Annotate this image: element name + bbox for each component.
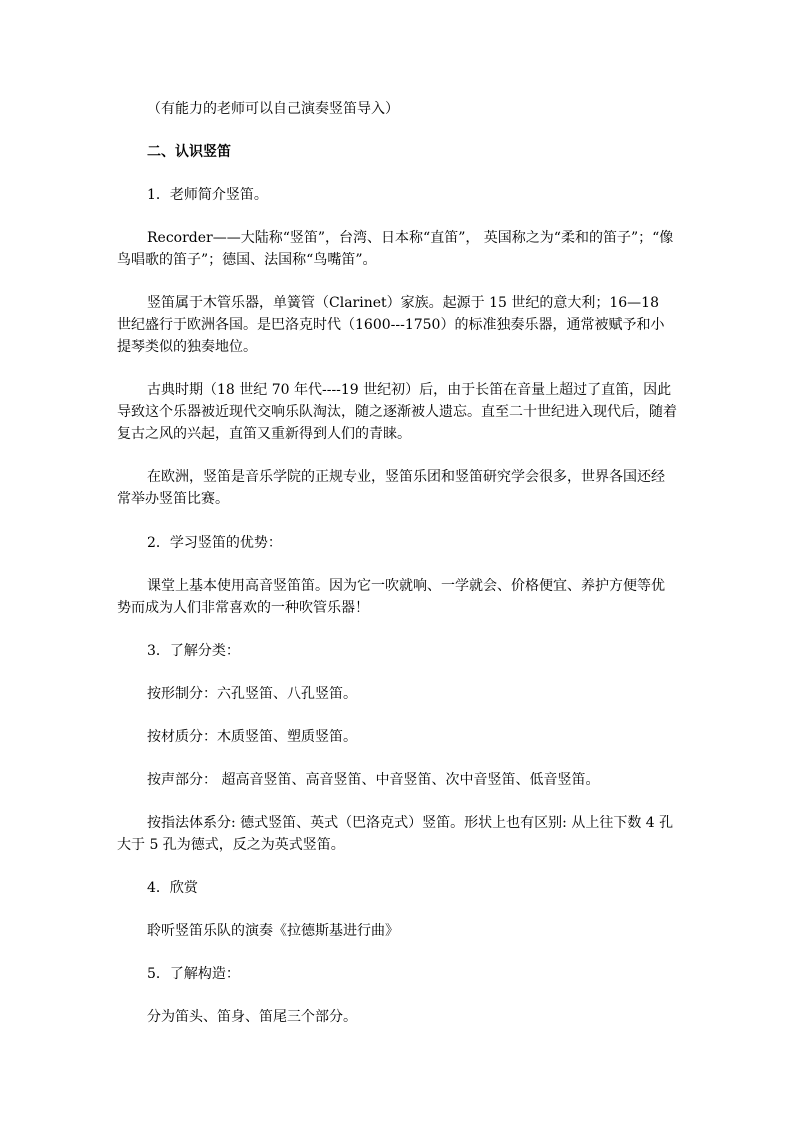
class-by-voice: 按声部分： 超高音竖笛、高音竖笛、中音竖笛、次中音竖笛、低音竖笛。 [147, 772, 600, 788]
paragraph-recorder-names [117, 227, 677, 271]
intro-note: （有能力的老师可以自己演奏竖笛导入） [147, 101, 399, 117]
paragraph-woodwind-family-text: 竖笛属于木管乐器，单簧管（Clarinet）家族。起源于 15 世纪的意大利；16—18 世纪盛行于欧洲各国。是巴洛克时代（1600---1750）的标准独奏乐器，通常被赋予和小提琴类似的独奏地位。 [117, 295, 665, 355]
paragraph-recorder-names-text: Recorder——大陆称“竖笛”，台湾、日本称“直笛”， 英国称之为“柔和的笛子”；“像鸟唱歌的笛子”；德国、法国称“鸟嘴笛”。 [117, 230, 674, 268]
paragraph-classical-period [117, 379, 677, 445]
class-by-fingering [117, 812, 677, 856]
item-3-title: 3．了解分类： [147, 643, 240, 659]
item-4-title: 4．欣赏 [147, 880, 198, 896]
class-by-material: 按材质分：木质竖笛、塑质竖笛。 [147, 729, 357, 745]
paragraph-europe [117, 466, 677, 510]
item-2-title: 2．学习竖笛的优势： [147, 535, 282, 551]
class-by-shape: 按形制分：六孔竖笛、八孔竖笛。 [147, 686, 357, 702]
item-5-title: 5．了解构造： [147, 966, 240, 982]
listening-piece: 聆听竖笛乐队的演奏《拉德斯基进行曲》 [147, 923, 399, 939]
structure-description: 分为笛头、笛身、笛尾三个部分。 [147, 1009, 357, 1025]
paragraph-advantages [117, 575, 677, 619]
item-1-title: 1．老师简介竖笛。 [147, 187, 268, 203]
paragraph-advantages-text: 课堂上基本使用高音竖笛笛。因为它一吹就响、一学就会、价格便宜、养护方便等优势而成为人们非常喜欢的一种吹管乐器！ [117, 578, 665, 616]
class-by-fingering-text: 按指法体系分: 德式竖笛、英式（巴洛克式）竖笛。形状上也有区别: 从上往下数 4 孔大于 5 孔为德式，反之为英式竖笛。 [117, 815, 674, 853]
paragraph-europe-text: 在欧洲，竖笛是音乐学院的正规专业，竖笛乐团和竖笛研究学会很多，世界各国还经常举办竖笛比赛。 [117, 469, 665, 507]
section-heading: 二、认识竖笛 [147, 144, 231, 160]
paragraph-woodwind-family [117, 292, 677, 358]
paragraph-classical-period-text: 古典时期（18 世纪 70 年代----19 世纪初）后，由于长笛在音量上超过了直笛，因此导致这个乐器被近现代交响乐队淘汰，随之逐渐被人遗忘。直至二十世纪进入现代后，随着复古之风的兴起，直笛又重新得到人们的青睐。 [117, 382, 677, 442]
